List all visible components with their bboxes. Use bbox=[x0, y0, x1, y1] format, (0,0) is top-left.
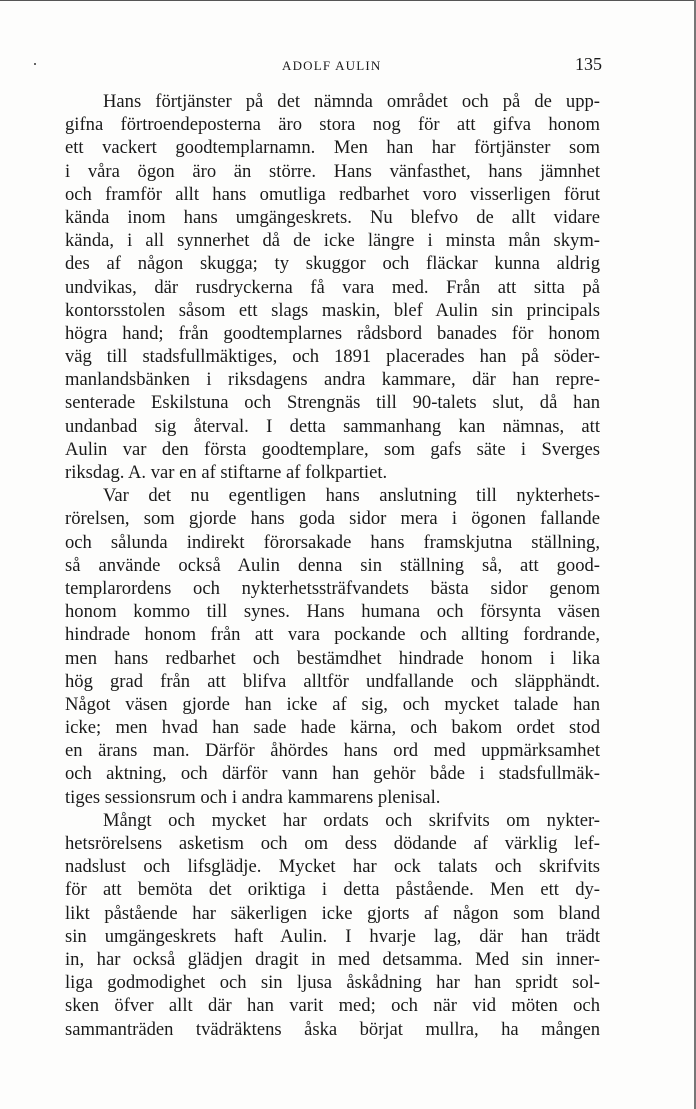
text-line: kända, i all synnerhet då de icke längre i minsta mån skym- bbox=[65, 230, 600, 252]
text-line: manlandsbänken i riksdagens andra kammare, där han repre- bbox=[65, 369, 600, 391]
text-line: rörelsen, som gjorde hans goda sidor mera i ögonen fallande bbox=[65, 508, 600, 530]
page-number: 135 bbox=[575, 54, 602, 74]
text-line: hög grad från att blifva alltför undfallande och släpphändt. bbox=[65, 670, 600, 692]
text-line: men hans redbarhet och bestämdhet hindrade honom i lika bbox=[65, 647, 600, 669]
text-line: sken öfver allt där han varit med; och när vid möten och bbox=[65, 995, 600, 1017]
text-line: hetsrörelsens asketism och om dess dödande af värklig lef- bbox=[65, 833, 600, 854]
body-text bbox=[65, 90, 600, 1041]
text-line: icke; men hvad han sade hade kärna, och bakom ordet stod bbox=[65, 717, 600, 739]
text-line: Något väsen gjorde han icke af sig, och mycket talade han bbox=[65, 693, 600, 715]
text-line: nadslust och lifsglädje. Mycket har ock talats och skrifvits bbox=[65, 856, 600, 878]
text-line: liga godmodighet och sin ljusa åskådning har han spridt sol- bbox=[65, 972, 600, 994]
text-line: kända inom hans umgängeskrets. Nu blefvo de allt vidare bbox=[65, 206, 600, 228]
text-line: likt påstående har säkerligen icke gjorts af någon som bland bbox=[65, 902, 600, 924]
text-line: för att bemöta det oriktiga i detta påstående. Men ett dy- bbox=[65, 879, 600, 901]
text-line: i våra ögon äro än större. Hans vänfasthet, hans jämnhet bbox=[65, 160, 600, 182]
text-line: undvikas, där rusdryckerna få vara med. Från att sitta på bbox=[65, 276, 600, 298]
text-line: tiges sessionsrum och i andra kammarens plenisal. bbox=[65, 786, 441, 808]
running-head: ADOLF AULIN bbox=[282, 58, 382, 73]
print-speck bbox=[34, 63, 36, 65]
text-line: des af någon skugga; ty skuggor och fläckar kunna aldrig bbox=[65, 253, 600, 275]
paragraph-2 bbox=[65, 484, 600, 809]
text-line: templarordens och nykterhetssträfvandets bästa sidor genom bbox=[65, 577, 600, 599]
text-line: kontorsstolen såsom ett slags maskin, blef Aulin sin principals bbox=[65, 299, 600, 321]
text-line: undanbad sig återval. I detta sammanhang kan nämnas, att bbox=[65, 415, 600, 437]
top-edge-line bbox=[0, 0, 696, 1]
text-line: väg till stadsfullmäktiges, och 1891 placerades han på söder- bbox=[65, 346, 600, 368]
text-line: honom kommo till synes. Hans humana och försynta väsen bbox=[65, 601, 600, 623]
text-line: Mångt och mycket har ordats och skrifvits om nykter- bbox=[103, 809, 600, 831]
text-line: hindrade honom från att vara pockande och allting fordrande, bbox=[65, 624, 600, 646]
text-line: och aktning, och därför vann han gehör både i stadsfullmäk- bbox=[65, 763, 600, 785]
text-line: och sålunda indirekt förorsakade hans framskjutna ställning, bbox=[65, 531, 600, 553]
text-line: så använde också Aulin denna sin ställning så, att good- bbox=[65, 554, 600, 576]
text-line: och framför allt hans omutliga redbarhet voro visserligen förut bbox=[65, 183, 600, 205]
text-line: Hans förtjänster på det nämnda området och på de upp- bbox=[103, 91, 600, 112]
text-line: ett vackert goodtemplarnamn. Men han har förtjänster som bbox=[65, 137, 600, 159]
text-line: sin umgängeskrets haft Aulin. I hvarje lag, där han trädt bbox=[65, 925, 600, 947]
text-line: Aulin var den första goodtemplare, som gafs säte i Sverges bbox=[65, 438, 600, 460]
paragraph-1 bbox=[65, 90, 600, 484]
text-line: en ärans man. Därför åhördes hans ord med uppmärksamhet bbox=[65, 740, 600, 762]
text-line: sammanträden tvädräktens åska börjat mullra, ha mången bbox=[65, 1018, 600, 1040]
text-line: in, har också glädjen dragit in med detsamma. Med sin inner- bbox=[65, 948, 600, 970]
text-line: Var det nu egentligen hans anslutning till nykterhets- bbox=[103, 485, 600, 507]
text-line: senterade Eskilstuna och Strengnäs till 90-talets slut, då han bbox=[65, 392, 600, 414]
text-line: gifna förtroendeposterna äro stora nog för att gifva honom bbox=[65, 114, 600, 136]
paragraph-3 bbox=[65, 809, 600, 1041]
text-line: riksdag. A. var en af stiftarne af folkpartiet. bbox=[65, 462, 388, 483]
text-line: högra hand; från goodtemplarnes rådsbord banades för honom bbox=[65, 322, 600, 344]
